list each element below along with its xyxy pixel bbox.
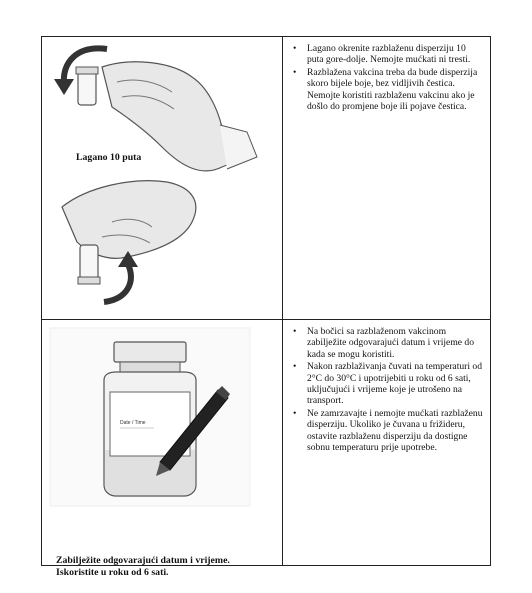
step2-bullet: • Na bočici sa razblaženom vakcinom zabilježite odgovarajući datum i vrijeme do kada se mogu koristiti.: [293, 326, 475, 360]
step1-caption: Lagano 10 puta: [76, 152, 142, 163]
step2-caption: Zabilježite odgovarajući datum i vrijeme. Iskoristite u roku od 6 sati.: [56, 555, 230, 578]
invert-vial-illustration: [42, 37, 282, 319]
step2-illustration-cell: [42, 320, 282, 578]
label-vial-illustration: [42, 320, 282, 550]
step1-bullet: • Lagano okrenite razblaženu disperziju 10 puta gore-dolje. Nemojte mućkati ni tresti.: [293, 43, 471, 66]
step1-bullet: • Razblažena vakcina treba da bude disperzija skoro bijele boje, bez vidljivih čestica. Nemojte koristiti razblaženu vakcinu ako je došlo do promjene boje ili pojave čestica.: [293, 66, 478, 113]
step1-illustration-cell: [42, 37, 282, 319]
instruction-table: [41, 36, 491, 578]
step2-text-cell: [283, 320, 491, 566]
step2-bullet: • Nakon razblaživanja čuvati na temperaturi od 2°C do 30°C i upotrijebiti u roku od 6 sati, uključujući i vrijeme koje je utrošeno na transport.: [293, 361, 483, 407]
vial-date-label: Date / Time: [120, 420, 146, 426]
step2-bullet: • Ne zamrzavajte i nemojte mućkati razblaženu disperziju. Ukoliko je čuvana u frižideru, ostavite razblaženu disperziju da dostigne sobnu temperaturu prije upotrebe.: [293, 407, 483, 454]
step1-text-cell: [283, 37, 491, 319]
